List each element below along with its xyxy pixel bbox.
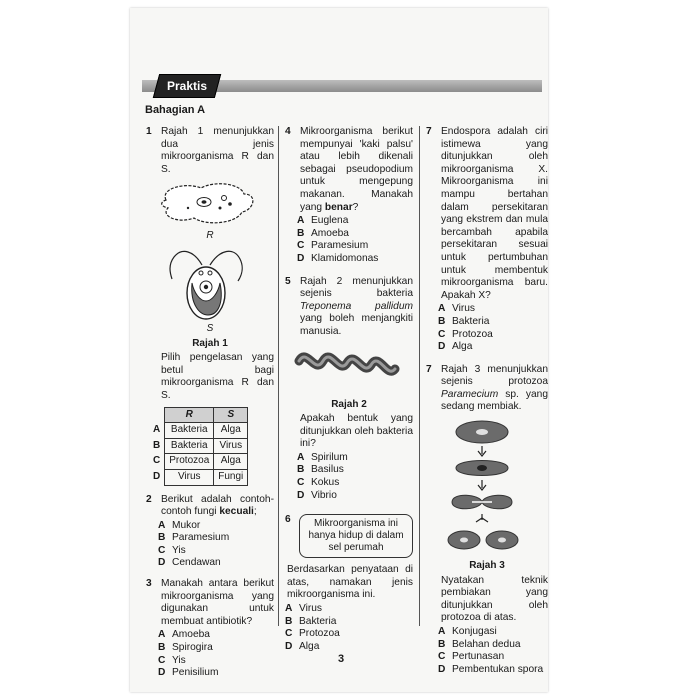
option-text: Virus [299,603,323,615]
question-2 [146,494,274,571]
text-part: Rajah 3 menunjukkan sejenis protozoa [441,363,548,388]
option-b[interactable] [158,532,274,545]
question-stem: Pilih pengelasan yang betul bagi mikroorganisma R dan S. [161,352,274,401]
column-divider [419,126,420,626]
option-text: Mukor [172,519,201,531]
option-d[interactable] [438,341,548,354]
option-d[interactable] [158,667,274,680]
option-letter: D [285,640,293,652]
option-a[interactable] [285,603,413,616]
option-letter: A [438,626,446,638]
column-middle [285,126,413,659]
option-c[interactable] [297,240,413,253]
question-number: 2 [146,493,152,505]
praktis-label: Praktis [167,79,208,93]
option-text: Paramesium [172,532,230,544]
option-letter: B [297,464,305,476]
option-letter: D [153,470,161,482]
chlamydomonas-diagram [146,243,274,323]
option-text: Alga [299,640,320,652]
statement-box: Mikroorganisma ini hanya hidup di dalam sel perumah [299,514,413,558]
option-b[interactable] [438,639,548,652]
question-6 [285,514,413,653]
option-letter: A [438,303,446,315]
option-text: Kokus [311,477,340,489]
table-header: S [214,407,248,423]
question-number: 6 [285,514,291,526]
option-a[interactable] [158,520,274,533]
options-list [438,626,548,676]
text-part: Mikroorganisma berikut mempunyai 'kaki palsu' atau lebih dikenali sebagai pseudopodium untuk mengepung makanan. Manakah yang [300,126,413,213]
column-right [426,126,548,682]
option-text: Konjugasi [452,626,497,638]
option-text: Bakteria [299,615,337,627]
option-letter: D [158,557,166,569]
table-header-row [149,407,248,423]
option-letter: D [297,489,305,501]
text-part: Rajah 2 menunjukkan sejenis bakteria [300,275,413,300]
option-text: Pertunasan [452,651,505,663]
option-c[interactable] [285,628,413,641]
option-text: Alga [452,341,473,353]
option-text: Paramesium [311,240,369,252]
option-text: Pembentukan spora [452,663,544,675]
section-header-band [142,74,542,98]
table-row[interactable] [149,438,248,454]
table-cell: Alga [214,454,248,470]
option-letter: C [153,455,161,467]
question-7-paramecium [426,364,548,677]
option-d[interactable] [438,664,548,677]
option-letter: A [297,451,305,463]
option-letter: B [438,315,446,327]
emphasis-text: benar [324,201,353,213]
text-part: sp. yang sedang membiak. [441,388,548,413]
option-letter: A [153,424,161,436]
option-d[interactable] [285,641,413,654]
option-a[interactable] [297,215,413,228]
question-text [300,276,413,339]
text-part: ; [253,506,257,518]
option-letter: B [438,638,446,650]
question-number: 4 [285,126,291,137]
question-stem: Apakah bentuk yang ditunjukkan oleh bakteria ini? [300,413,413,450]
option-letter: C [285,628,293,640]
answer-table [149,407,248,486]
page-number: 3 [338,653,345,665]
column-divider [278,126,279,626]
column-left [146,126,274,686]
option-letter: C [438,328,446,340]
option-text: Euglena [311,215,349,227]
question-3 [146,578,274,680]
option-text: Basilus [311,464,344,476]
table-row[interactable] [149,423,248,439]
option-text: Vibrio [311,489,337,501]
option-text: Protozoa [299,628,340,640]
options-list [285,603,413,653]
text-part: Berikut adalah contoh-contoh fungi [161,493,274,518]
amoeba-diagram [146,178,274,230]
options-list [158,520,274,570]
option-b[interactable] [158,642,274,655]
question-4 [285,126,413,266]
table-cell: Protozoa [165,454,214,470]
praktis-tag [153,74,221,98]
table-cell: Bakteria [165,438,214,454]
option-c[interactable] [158,655,274,668]
question-number: 5 [285,275,291,287]
option-b[interactable] [438,316,548,329]
question-text: Rajah 1 menunjukkan dua jenis mikroorganisma R dan S. [161,126,274,175]
option-letter: D [438,663,446,675]
option-a[interactable] [158,629,274,642]
option-text: Spirogira [172,642,213,654]
section-title: Bahagian A [145,104,206,116]
figure-caption: Rajah 2 [331,398,367,410]
text-part: ? [352,201,359,213]
options-list [297,452,413,502]
question-number: 7 [426,126,432,137]
option-letter: C [297,477,305,489]
option-c[interactable] [297,477,413,490]
option-letter: B [158,642,166,654]
option-letter: C [297,240,305,252]
label-r: R [206,230,214,242]
question-text [441,364,548,414]
question-stem: Nyatakan teknik pembiakan yang ditunjukkan oleh protozoa di atas. [441,574,548,624]
question-1 [146,126,274,486]
option-letter: A [285,603,293,615]
table-row[interactable] [149,454,248,470]
species-name: Paramecium [441,388,499,400]
option-text: Yis [172,544,186,556]
option-letter: B [285,615,293,627]
paramecium-fission-diagram [426,418,548,558]
option-c[interactable] [438,651,548,664]
question-text [161,494,274,519]
figure-caption: Rajah 3 [469,560,505,572]
option-b[interactable] [297,464,413,477]
option-letter: C [158,544,166,556]
option-letter: C [158,654,166,666]
option-text: Spirilum [311,451,348,463]
options-list [158,629,274,679]
emphasis-text: kecuali [219,506,254,518]
option-d[interactable] [297,253,413,266]
option-letter: A [158,629,166,641]
question-number: 1 [146,126,152,137]
option-text: Penisilium [172,667,219,679]
text-part: yang boleh menjangkiti manusia. [300,313,413,337]
option-letter: D [297,252,305,264]
option-letter: B [297,227,305,239]
option-text: Klamidomonas [311,252,379,264]
question-text: Berdasarkan penyataan di atas, namakan jenis mikroorganisma ini. [287,564,413,601]
option-letter: C [438,651,446,663]
question-5 [285,276,413,503]
option-letter: B [153,439,161,451]
figure-caption: Rajah 1 [192,337,228,349]
option-letter: B [158,532,166,544]
table-header: R [165,407,214,423]
options-list [297,215,413,265]
table-cell: Bakteria [165,423,214,439]
option-a[interactable] [297,452,413,465]
worksheet-page [130,8,548,692]
question-text: Manakah antara berikut mikroorganisma yang digunakan untuk membuat antibiotik? [161,578,274,627]
option-text: Amoeba [311,227,349,239]
question-number: 7 [426,363,432,375]
option-text: Bakteria [452,315,490,327]
option-letter: A [297,215,305,227]
table-cell: Fungi [214,469,248,485]
option-d[interactable] [297,490,413,503]
option-text: Belahan dedua [452,638,521,650]
option-letter: D [438,341,446,353]
question-text [300,126,413,214]
option-c[interactable] [438,329,548,342]
question-text: Endospora adalah ciri istimewa yang ditunjukkan oleh mikroorganisma X. Mikroorganisma ini mampu bertahan dalam persekitaran yang ekstrem dan mula bercambah apabila persekitaran sesuai untuk pertumbuhan untuk membentuk mikroorganisma baru. Apakah X? [441,126,548,301]
option-letter: D [158,667,166,679]
option-b[interactable] [297,228,413,241]
option-d[interactable] [158,557,274,570]
table-cell: Virus [214,438,248,454]
option-text: Virus [452,303,476,315]
option-text: Amoeba [172,629,210,641]
option-a[interactable] [438,303,548,316]
spirochete-diagram [285,345,413,397]
question-7-endospora [426,126,548,354]
table-cell: Virus [165,469,214,485]
question-number: 3 [146,578,152,590]
table-row[interactable] [149,469,248,485]
options-list [438,303,548,353]
option-text: Cendawan [172,557,221,569]
option-text: Yis [172,654,186,666]
label-s: S [206,322,214,334]
option-letter: A [158,519,166,531]
option-text: Protozoa [452,328,493,340]
species-name: Treponema pallidum [300,300,413,312]
option-b[interactable] [285,616,413,629]
option-a[interactable] [438,626,548,639]
table-cell: Alga [214,423,248,439]
option-c[interactable] [158,545,274,558]
